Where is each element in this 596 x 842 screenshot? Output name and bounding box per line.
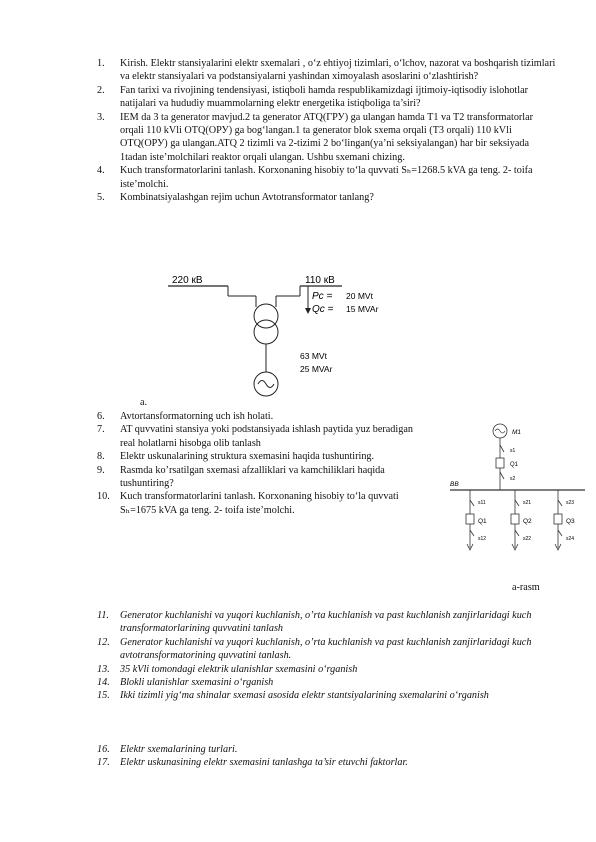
busbar-diagram — [440, 420, 590, 555]
question-item — [97, 410, 427, 423]
question-item — [97, 636, 557, 663]
question-text: AT quvvatini stansiya yoki podstansiyada ishlash paytida yuz beradigan real holatlarni hisobga olib tanlash — [120, 424, 413, 449]
hv-label: 220 кВ — [172, 275, 203, 286]
question-text: Kirish. Elektr stansiyalarini elektr sxemalari , oʻz ehtiyoj tizimlari, oʻlchov, nazorat va boshqarish tizimlari va elektr stansiyalari va podstansiyalarni yashindan ximoyalash asoslarini oʻzlashtirish? — [120, 58, 556, 83]
question-list-bottom — [97, 609, 557, 703]
question-item — [97, 689, 557, 702]
svg-text:Q2: Q2 — [523, 518, 532, 525]
question-item — [97, 609, 557, 636]
question-text: Avtortansformatorning uch ish holati. — [120, 411, 274, 422]
svg-text:s22: s22 — [523, 536, 532, 542]
question-number: 15. — [97, 690, 110, 702]
question-item — [97, 464, 427, 491]
qc-label: Qc = — [312, 304, 334, 315]
question-text: 35 kVli tomondagi elektrik ulanishlar sxemasini oʻrganish — [120, 663, 358, 675]
qc-value: 15 MVAr — [346, 304, 379, 314]
sub-marker: a. — [140, 397, 148, 408]
question-text: Elektr sxemalarining turlari. — [120, 744, 238, 755]
svg-text:Q1: Q1 — [510, 462, 519, 468]
question-number: 11. — [97, 610, 109, 621]
question-item — [97, 663, 557, 676]
question-item — [97, 191, 557, 204]
svg-text:Q3: Q3 — [566, 518, 575, 525]
question-item — [97, 164, 557, 191]
question-item — [97, 423, 427, 450]
question-item — [97, 490, 427, 517]
question-number: 6. — [97, 411, 105, 422]
question-list-top — [97, 57, 557, 204]
question-text: Fan tarixi va rivojining tendensiyasi, istiqboli hamda respublikamizdagi ijtimoiy-iqtisodiy islohotlar natijalari va hududiy muammolarning elektr energetika istiqboliga ta’siri? — [120, 84, 529, 110]
question-number: 16. — [97, 744, 110, 755]
gen-q: 25 MVAr — [300, 364, 333, 374]
question-item — [97, 111, 557, 165]
question-text: Rasmda ko’rsatilgan sxemasi afzalliklari va kamchiliklari haqida tushuntiring? — [120, 464, 385, 490]
svg-text:s12: s12 — [478, 536, 487, 542]
question-text: Kuch transformatorlarini tanlash. Korxonaning hisobiy toʻla quvvati Sₕ=1268.5 kVA ga teng. 2- toifa iste’molchi. — [120, 165, 533, 190]
question-text: Kuch transformatorlarini tanlash. Korxonaning hisobiy toʻla quvvati Sₕ=1675 kVA ga teng. 2- toifa iste’molchi. — [120, 491, 399, 516]
question-text: Elektr uskunalarining struktura sxemasini haqida tushuntiring. — [120, 451, 375, 463]
question-number: 13. — [97, 663, 110, 675]
question-number: 2. — [97, 84, 105, 96]
question-item — [97, 756, 557, 769]
question-list-last — [97, 743, 557, 770]
question-number: 12. — [97, 636, 110, 648]
question-number: 14. — [97, 677, 110, 689]
question-text: Kombinatsiyalashgan rejim uchun Avtotransformator tanlang? — [120, 192, 374, 204]
figure-caption: a-rasm — [512, 582, 540, 593]
svg-text:s24: s24 — [566, 536, 575, 542]
gen-p: 63 MVt — [300, 351, 327, 361]
question-number: 5. — [97, 192, 105, 204]
svg-text:Q1: Q1 — [478, 518, 487, 525]
svg-text:s2: s2 — [510, 476, 516, 482]
question-number: 3. — [97, 111, 105, 123]
svg-text:s11: s11 — [478, 500, 486, 506]
question-text: IEM da 3 ta generator mavjud.2 ta generator ATQ(ГРУ) ga ulangan hamda T1 va T2 transformatorlar orqali 110 kVli OTQ(ОРУ) ga bogʻlangan.1 ta generator blok sxema orqali (T3 orqali) 110 kVli OTQ(ОРУ) ga ulangan.ATQ 2 tizimli va 2-tizimi 2 boʻlingan(ya’ni seksiyalangan) har bir seksiyada 1tadan iste’molchilari reaktor orqali ulangan. Ushbu sxemani chizing. — [120, 111, 534, 163]
svg-text:s21: s21 — [523, 500, 532, 506]
question-number: 1. — [97, 58, 105, 69]
gen-label: M1 — [512, 429, 522, 436]
question-number: 9. — [97, 464, 105, 476]
autotransformer-diagram — [150, 272, 410, 402]
pc-value: 20 MVt — [346, 291, 373, 301]
question-item — [97, 743, 557, 756]
question-item — [97, 84, 557, 111]
bus-label: BB — [450, 481, 459, 488]
mv-label: 110 кВ — [305, 275, 335, 286]
question-item — [97, 450, 427, 463]
question-number: 8. — [97, 451, 105, 463]
svg-text:s1: s1 — [510, 448, 516, 454]
question-text: Generator kuchlanishi va yuqori kuchlanish, o’rta kuchlanish va past kuchlanish zanjirlaridagi kuch avtotransformatorining quvvatini tanlash. — [120, 636, 532, 662]
question-text: Blokli ulanishlar sxemasini oʻrganish — [120, 677, 274, 689]
question-text: Generator kuchlanishi va yuqori kuchlanish, o’rta kuchlanish va past kuchlanish zanjirlaridagi kuch transformatorlarining quvvatini tanlash — [120, 610, 532, 635]
question-item — [97, 676, 557, 689]
question-list-mid — [97, 410, 427, 517]
svg-text:s23: s23 — [566, 500, 575, 506]
question-number: 17. — [97, 757, 110, 769]
question-text: Elektr uskunasining elektr sxemasini tanlashga ta’sir etuvchi faktorlar. — [120, 757, 408, 769]
question-number: 7. — [97, 424, 105, 436]
question-text: Ikki tizimli yigʻma shinalar sxemasi asosida elektr stantsiyalarining sxemalarini oʻrganish — [120, 690, 489, 702]
question-number: 4. — [97, 165, 105, 177]
question-item — [97, 57, 557, 84]
question-number: 10. — [97, 491, 110, 503]
pc-label: Pc = — [312, 291, 333, 302]
